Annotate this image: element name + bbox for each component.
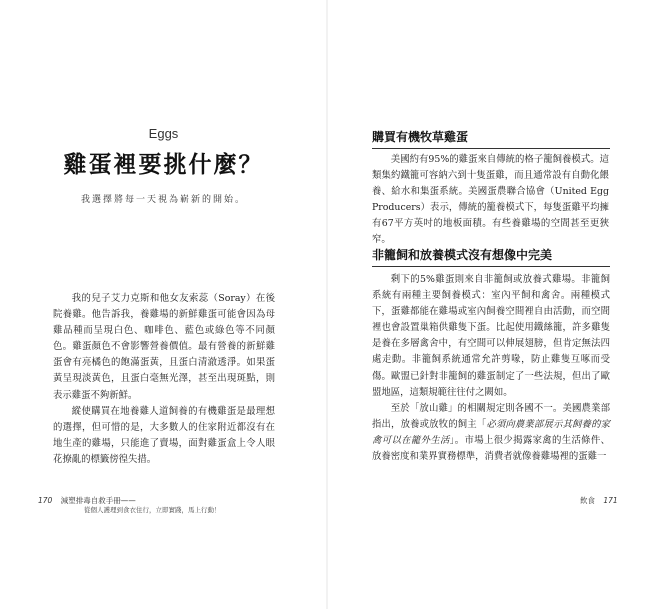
paragraph-text: 」。市場上很少揭露家禽的生活條件、放養密度和業界實務標準，消費者就像養雞場裡的蛋雞一 xyxy=(372,434,610,463)
running-chapter: 飲食 xyxy=(580,496,595,505)
quoted-text: 必須向農業部展示其飼養的家禽可以在籠外生活 xyxy=(372,418,610,446)
heading-underline xyxy=(372,266,610,267)
paragraph: 縱使購買在地養雞人道飼養的有機雞蛋是最理想的選擇，但可惜的是，大多數人的住家附近都沒有在地生產的雞場，只能進了賣場，面對雞蛋盒上令人眼花撩亂的標籤傍徨失措。 xyxy=(53,405,275,465)
left-footer xyxy=(38,495,221,514)
left-page xyxy=(0,0,327,609)
paragraph: 剩下的5%雞蛋則來自非籠飼或放養式雞場。非籠飼系統有兩種主要飼養模式：室內平飼和禽舍。兩種模式下，蛋雞都能在雞場或室內飼養空間裡自由活動，而空間裡也會設置巢箱供雞隻下蛋。比起使用鐵絲籠，許多雞隻是養在多層禽舍中，有空間可以伸展翅膀，但肯定無法四處走動。非籠飼系統通常允許剪喙，防止雞隻互啄而受傷。歐盟已針對非籠飼的雞蛋制定了一些法規，但出了歐盟地區，這類規範往往付之闕如。 xyxy=(372,274,610,398)
right-page xyxy=(328,0,655,609)
section-body xyxy=(372,272,610,465)
running-subtitle: 從個人護理到食衣住行，立即實踐，馬上行動！ xyxy=(84,506,221,514)
left-body-text xyxy=(53,291,275,468)
page-number: 171 xyxy=(603,496,618,505)
chapter-english-title: Eggs xyxy=(148,126,179,141)
section-body xyxy=(372,152,609,249)
paragraph: 我的兒子艾力克斯和他女友索蕊（Soray）在後院養雞。他告訴我，養雞場的新鮮雞蛋可能會因為母雞品種而呈現白色、咖啡色、藍色或綠色等不同顏色。雞蛋顏色不會影響營養價值。最有營養的新鮮雞蛋會有亮橘色的飽滿蛋黃，且蛋白清澈透淨。如果蛋黃呈現淡黃色，且蛋白毫無光澤，甚至出現斑點，則表示雞蛋不夠新鮮。 xyxy=(53,293,275,401)
paragraph-text: 至於「放山雞」的相關規定則各國不一。美國農業部指出，放養或放牧的飼主「 xyxy=(372,402,610,430)
section-heading xyxy=(372,246,610,263)
heading-underline xyxy=(372,148,610,149)
paragraph xyxy=(372,401,610,465)
paragraph: 美國約有95%的雞蛋來自傳統的格子籠飼養模式。這類集約鐵籠可容納六到十隻蛋雞，而且通常設有自動化餵養、給水和集蛋系統。美國蛋農聯合協會（United Egg Producers）表示，傳統的籠養模式下，每隻蛋雞平均擁有67平方英吋的地板面積。有些養雞場的空間甚至更狹窄。 xyxy=(372,154,609,246)
section-heading-text: 購買有機牧草雞蛋 xyxy=(372,130,469,144)
section-heading-text: 非籠飼和放養模式沒有想像中完美 xyxy=(372,248,553,262)
epigraph: 我選擇將每一天視為嶄新的開始。 xyxy=(80,195,246,205)
running-title: 減塑排毒自救手冊—— xyxy=(60,496,136,505)
chapter-title: 雞蛋裡要挑什麼？ xyxy=(63,152,264,178)
section-heading xyxy=(372,128,610,145)
right-footer xyxy=(580,495,618,506)
page-number: 170 xyxy=(38,496,53,505)
